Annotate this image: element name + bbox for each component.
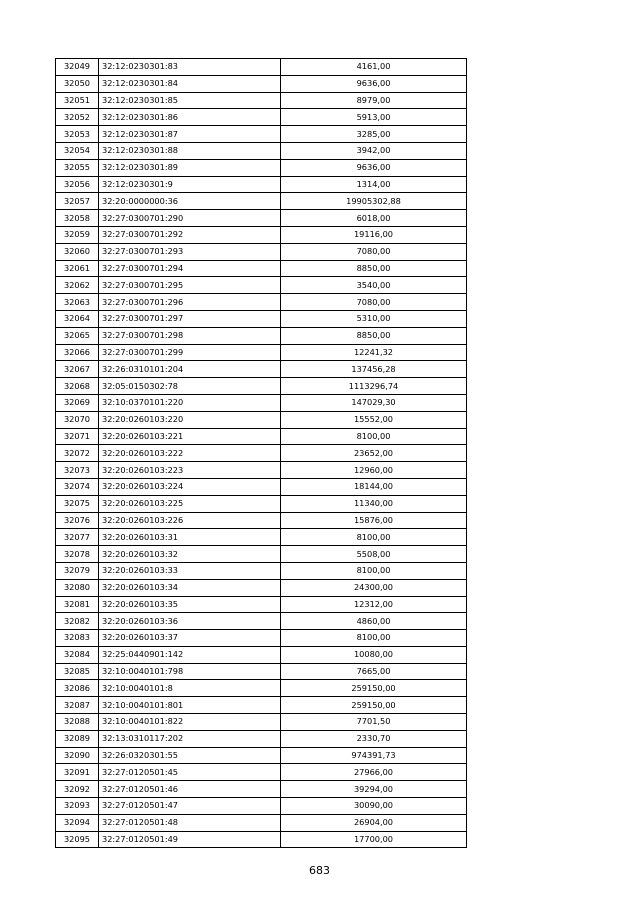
value-cell: 12960,00 bbox=[281, 462, 467, 479]
value-cell: 147029,30 bbox=[281, 394, 467, 411]
row-number-cell: 32089 bbox=[56, 730, 99, 747]
table-row bbox=[56, 394, 467, 411]
value-cell: 12241,32 bbox=[281, 344, 467, 361]
row-number-cell: 32058 bbox=[56, 210, 99, 227]
row-number-cell: 32071 bbox=[56, 428, 99, 445]
cadastral-number-cell: 32:20:0260103:32 bbox=[99, 546, 281, 563]
row-number-cell: 32053 bbox=[56, 126, 99, 143]
table-row bbox=[56, 714, 467, 731]
value-cell: 3540,00 bbox=[281, 277, 467, 294]
value-cell: 27966,00 bbox=[281, 764, 467, 781]
row-number-cell: 32050 bbox=[56, 75, 99, 92]
row-number-cell: 32076 bbox=[56, 512, 99, 529]
row-number-cell: 32059 bbox=[56, 226, 99, 243]
value-cell: 9636,00 bbox=[281, 159, 467, 176]
cadastral-number-cell: 32:13:0310117:202 bbox=[99, 730, 281, 747]
row-number-cell: 32085 bbox=[56, 663, 99, 680]
table-row bbox=[56, 495, 467, 512]
value-cell: 3285,00 bbox=[281, 126, 467, 143]
value-cell: 8850,00 bbox=[281, 327, 467, 344]
cadastral-number-cell: 32:20:0260103:31 bbox=[99, 529, 281, 546]
row-number-cell: 32072 bbox=[56, 445, 99, 462]
value-cell: 1314,00 bbox=[281, 176, 467, 193]
row-number-cell: 32070 bbox=[56, 411, 99, 428]
cadastral-number-cell: 32:27:0300701:298 bbox=[99, 327, 281, 344]
table-row bbox=[56, 92, 467, 109]
cadastral-number-cell: 32:27:0300701:299 bbox=[99, 344, 281, 361]
row-number-cell: 32055 bbox=[56, 159, 99, 176]
cadastral-number-cell: 32:20:0260103:36 bbox=[99, 613, 281, 630]
row-number-cell: 32082 bbox=[56, 613, 99, 630]
table-row bbox=[56, 378, 467, 395]
cadastral-number-cell: 32:10:0040101:8 bbox=[99, 680, 281, 697]
cadastral-number-cell: 32:12:0230301:84 bbox=[99, 75, 281, 92]
table-row bbox=[56, 59, 467, 76]
cadastral-value-table bbox=[55, 58, 467, 848]
value-cell: 8979,00 bbox=[281, 92, 467, 109]
table-row bbox=[56, 562, 467, 579]
row-number-cell: 32054 bbox=[56, 142, 99, 159]
value-cell: 5310,00 bbox=[281, 310, 467, 327]
value-cell: 15876,00 bbox=[281, 512, 467, 529]
value-cell: 9636,00 bbox=[281, 75, 467, 92]
row-number-cell: 32052 bbox=[56, 109, 99, 126]
value-cell: 30090,00 bbox=[281, 798, 467, 815]
value-cell: 15552,00 bbox=[281, 411, 467, 428]
value-cell: 5508,00 bbox=[281, 546, 467, 563]
value-cell: 2330,70 bbox=[281, 730, 467, 747]
table-row bbox=[56, 613, 467, 630]
value-cell: 7701,50 bbox=[281, 714, 467, 731]
cadastral-number-cell: 32:20:0260103:223 bbox=[99, 462, 281, 479]
value-cell: 26904,00 bbox=[281, 814, 467, 831]
cadastral-number-cell: 32:12:0230301:88 bbox=[99, 142, 281, 159]
table-row bbox=[56, 75, 467, 92]
cadastral-number-cell: 32:27:0300701:296 bbox=[99, 294, 281, 311]
cadastral-number-cell: 32:12:0230301:83 bbox=[99, 59, 281, 76]
cadastral-number-cell: 32:26:0320301:55 bbox=[99, 747, 281, 764]
table-row bbox=[56, 596, 467, 613]
table-row bbox=[56, 126, 467, 143]
row-number-cell: 32079 bbox=[56, 562, 99, 579]
table-body bbox=[56, 59, 467, 848]
table-row bbox=[56, 193, 467, 210]
cadastral-number-cell: 32:27:0300701:294 bbox=[99, 260, 281, 277]
cadastral-number-cell: 32:20:0260103:225 bbox=[99, 495, 281, 512]
table-row bbox=[56, 445, 467, 462]
cadastral-number-cell: 32:10:0370101:220 bbox=[99, 394, 281, 411]
value-cell: 18144,00 bbox=[281, 478, 467, 495]
cadastral-number-cell: 32:12:0230301:89 bbox=[99, 159, 281, 176]
table-row bbox=[56, 814, 467, 831]
cadastral-number-cell: 32:27:0300701:297 bbox=[99, 310, 281, 327]
cadastral-number-cell: 32:20:0260103:226 bbox=[99, 512, 281, 529]
table-row bbox=[56, 579, 467, 596]
cadastral-number-cell: 32:20:0260103:222 bbox=[99, 445, 281, 462]
value-cell: 19905302,88 bbox=[281, 193, 467, 210]
row-number-cell: 32075 bbox=[56, 495, 99, 512]
table-row bbox=[56, 764, 467, 781]
value-cell: 7665,00 bbox=[281, 663, 467, 680]
table-row bbox=[56, 327, 467, 344]
page-number: 683 bbox=[309, 864, 330, 877]
value-cell: 8100,00 bbox=[281, 428, 467, 445]
cadastral-number-cell: 32:25:0440901:142 bbox=[99, 646, 281, 663]
row-number-cell: 32087 bbox=[56, 697, 99, 714]
cadastral-number-cell: 32:12:0230301:87 bbox=[99, 126, 281, 143]
row-number-cell: 32081 bbox=[56, 596, 99, 613]
cadastral-number-cell: 32:12:0230301:85 bbox=[99, 92, 281, 109]
row-number-cell: 32088 bbox=[56, 714, 99, 731]
table-row bbox=[56, 798, 467, 815]
table-row bbox=[56, 411, 467, 428]
table-row bbox=[56, 361, 467, 378]
value-cell: 974391,73 bbox=[281, 747, 467, 764]
row-number-cell: 32067 bbox=[56, 361, 99, 378]
value-cell: 4860,00 bbox=[281, 613, 467, 630]
cadastral-number-cell: 32:27:0120501:49 bbox=[99, 831, 281, 848]
value-cell: 19116,00 bbox=[281, 226, 467, 243]
table-row bbox=[56, 512, 467, 529]
cadastral-number-cell: 32:27:0120501:47 bbox=[99, 798, 281, 815]
value-cell: 137456,28 bbox=[281, 361, 467, 378]
cadastral-number-cell: 32:05:0150302:78 bbox=[99, 378, 281, 395]
value-cell: 6018,00 bbox=[281, 210, 467, 227]
value-cell: 24300,00 bbox=[281, 579, 467, 596]
table-row bbox=[56, 310, 467, 327]
row-number-cell: 32062 bbox=[56, 277, 99, 294]
row-number-cell: 32074 bbox=[56, 478, 99, 495]
table-row bbox=[56, 663, 467, 680]
row-number-cell: 32083 bbox=[56, 630, 99, 647]
row-number-cell: 32084 bbox=[56, 646, 99, 663]
table-row bbox=[56, 210, 467, 227]
row-number-cell: 32093 bbox=[56, 798, 99, 815]
cadastral-number-cell: 32:12:0230301:9 bbox=[99, 176, 281, 193]
value-cell: 8100,00 bbox=[281, 562, 467, 579]
table-row bbox=[56, 831, 467, 848]
row-number-cell: 32094 bbox=[56, 814, 99, 831]
cadastral-number-cell: 32:20:0260103:33 bbox=[99, 562, 281, 579]
value-cell: 10080,00 bbox=[281, 646, 467, 663]
cadastral-number-cell: 32:20:0260103:34 bbox=[99, 579, 281, 596]
table-row bbox=[56, 176, 467, 193]
cadastral-number-cell: 32:27:0300701:290 bbox=[99, 210, 281, 227]
cadastral-number-cell: 32:26:0310101:204 bbox=[99, 361, 281, 378]
table-row bbox=[56, 529, 467, 546]
table-row bbox=[56, 344, 467, 361]
table-row bbox=[56, 159, 467, 176]
cadastral-number-cell: 32:27:0300701:292 bbox=[99, 226, 281, 243]
value-cell: 11340,00 bbox=[281, 495, 467, 512]
cadastral-number-cell: 32:10:0040101:822 bbox=[99, 714, 281, 731]
row-number-cell: 32078 bbox=[56, 546, 99, 563]
value-cell: 39294,00 bbox=[281, 781, 467, 798]
cadastral-number-cell: 32:10:0040101:801 bbox=[99, 697, 281, 714]
cadastral-number-cell: 32:20:0260103:37 bbox=[99, 630, 281, 647]
row-number-cell: 32065 bbox=[56, 327, 99, 344]
row-number-cell: 32066 bbox=[56, 344, 99, 361]
row-number-cell: 32077 bbox=[56, 529, 99, 546]
row-number-cell: 32090 bbox=[56, 747, 99, 764]
row-number-cell: 32095 bbox=[56, 831, 99, 848]
row-number-cell: 32092 bbox=[56, 781, 99, 798]
value-cell: 23652,00 bbox=[281, 445, 467, 462]
table-row bbox=[56, 747, 467, 764]
value-cell: 17700,00 bbox=[281, 831, 467, 848]
row-number-cell: 32060 bbox=[56, 243, 99, 260]
row-number-cell: 32049 bbox=[56, 59, 99, 76]
cadastral-number-cell: 32:20:0260103:220 bbox=[99, 411, 281, 428]
table-row bbox=[56, 646, 467, 663]
value-cell: 8100,00 bbox=[281, 630, 467, 647]
table-row bbox=[56, 428, 467, 445]
value-cell: 12312,00 bbox=[281, 596, 467, 613]
table-row bbox=[56, 277, 467, 294]
cadastral-number-cell: 32:27:0300701:293 bbox=[99, 243, 281, 260]
table-row bbox=[56, 697, 467, 714]
cadastral-number-cell: 32:27:0120501:45 bbox=[99, 764, 281, 781]
value-cell: 3942,00 bbox=[281, 142, 467, 159]
cadastral-number-cell: 32:12:0230301:86 bbox=[99, 109, 281, 126]
value-cell: 259150,00 bbox=[281, 697, 467, 714]
row-number-cell: 32069 bbox=[56, 394, 99, 411]
table-row bbox=[56, 260, 467, 277]
cadastral-number-cell: 32:27:0120501:46 bbox=[99, 781, 281, 798]
row-number-cell: 32068 bbox=[56, 378, 99, 395]
value-cell: 1113296,74 bbox=[281, 378, 467, 395]
cadastral-number-cell: 32:27:0120501:48 bbox=[99, 814, 281, 831]
row-number-cell: 32064 bbox=[56, 310, 99, 327]
row-number-cell: 32051 bbox=[56, 92, 99, 109]
table-row bbox=[56, 730, 467, 747]
table-row bbox=[56, 630, 467, 647]
value-cell: 8100,00 bbox=[281, 529, 467, 546]
table-row bbox=[56, 226, 467, 243]
table-row bbox=[56, 109, 467, 126]
value-cell: 8850,00 bbox=[281, 260, 467, 277]
value-cell: 7080,00 bbox=[281, 243, 467, 260]
row-number-cell: 32086 bbox=[56, 680, 99, 697]
row-number-cell: 32080 bbox=[56, 579, 99, 596]
table-row bbox=[56, 546, 467, 563]
row-number-cell: 32061 bbox=[56, 260, 99, 277]
row-number-cell: 32056 bbox=[56, 176, 99, 193]
value-cell: 5913,00 bbox=[281, 109, 467, 126]
value-cell: 4161,00 bbox=[281, 59, 467, 76]
row-number-cell: 32073 bbox=[56, 462, 99, 479]
cadastral-number-cell: 32:27:0300701:295 bbox=[99, 277, 281, 294]
cadastral-number-cell: 32:10:0040101:798 bbox=[99, 663, 281, 680]
table-row bbox=[56, 781, 467, 798]
table-row bbox=[56, 243, 467, 260]
table-row bbox=[56, 478, 467, 495]
row-number-cell: 32057 bbox=[56, 193, 99, 210]
value-cell: 7080,00 bbox=[281, 294, 467, 311]
row-number-cell: 32091 bbox=[56, 764, 99, 781]
cadastral-number-cell: 32:20:0000000:36 bbox=[99, 193, 281, 210]
table-row bbox=[56, 680, 467, 697]
table-row bbox=[56, 462, 467, 479]
row-number-cell: 32063 bbox=[56, 294, 99, 311]
table-row bbox=[56, 294, 467, 311]
cadastral-number-cell: 32:20:0260103:224 bbox=[99, 478, 281, 495]
value-cell: 259150,00 bbox=[281, 680, 467, 697]
table-row bbox=[56, 142, 467, 159]
cadastral-number-cell: 32:20:0260103:221 bbox=[99, 428, 281, 445]
cadastral-number-cell: 32:20:0260103:35 bbox=[99, 596, 281, 613]
